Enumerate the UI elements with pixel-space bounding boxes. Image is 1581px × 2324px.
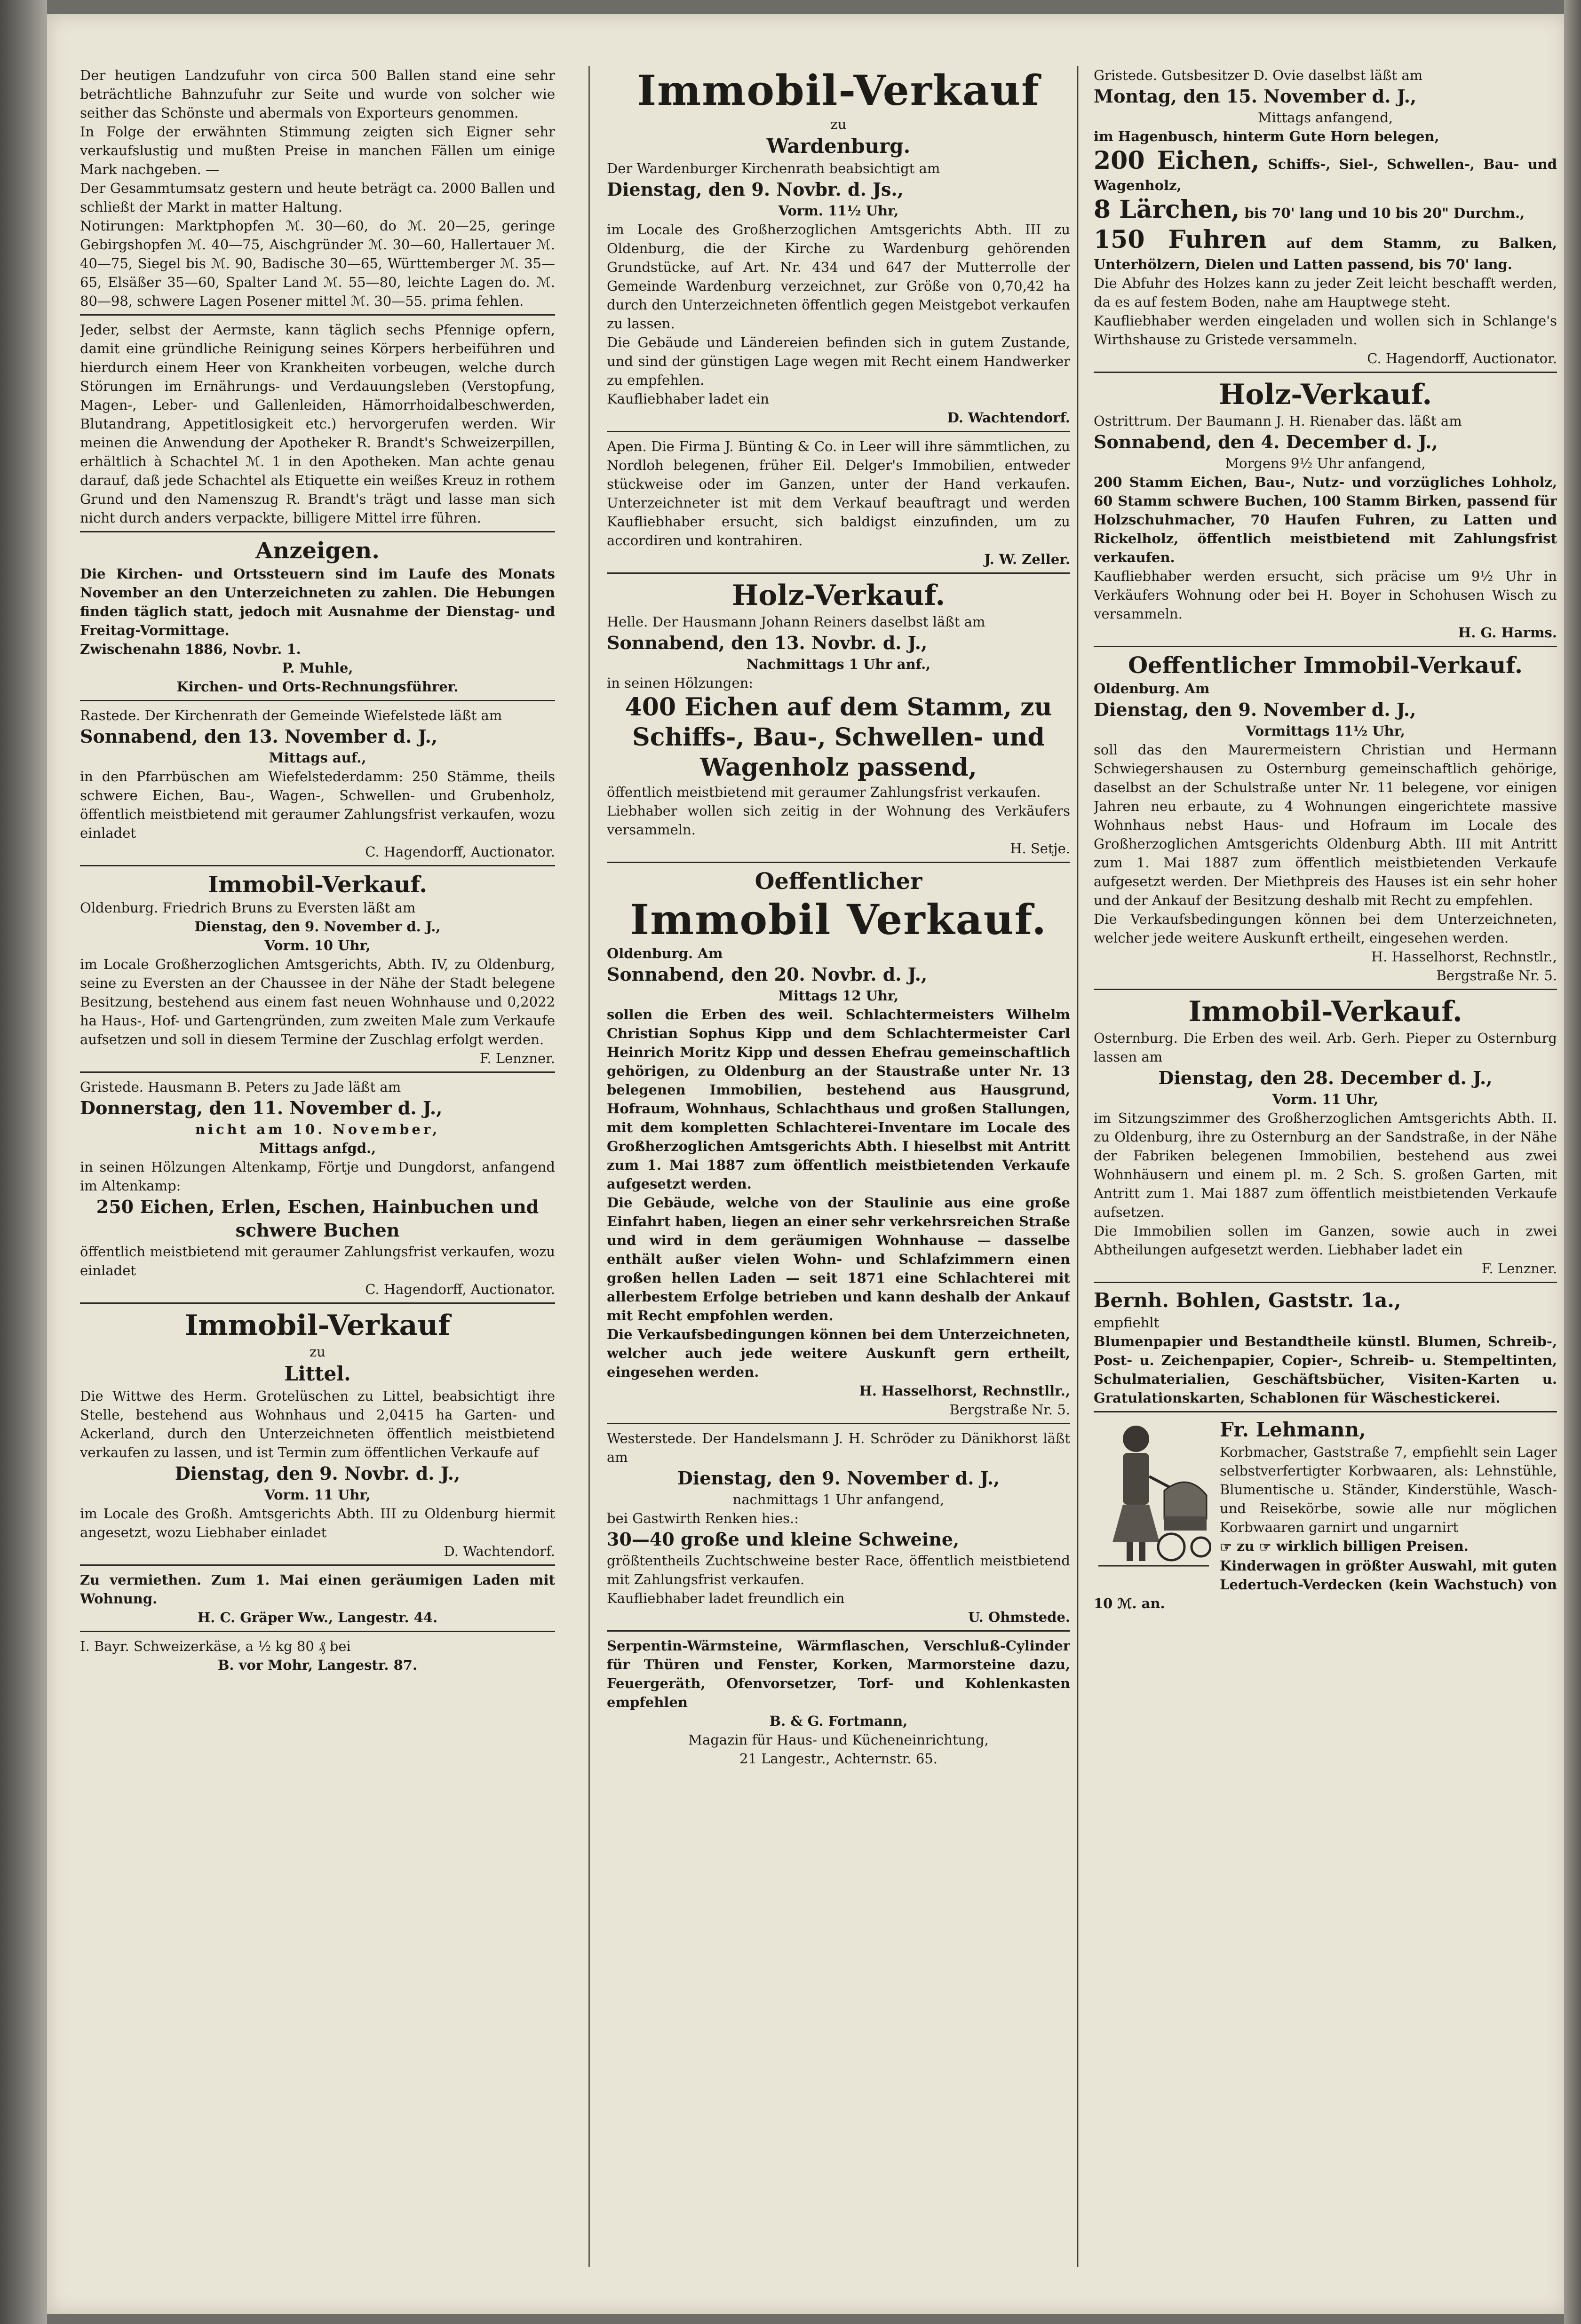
column-rule (588, 66, 590, 2267)
ad-intro: Gristede. Gutsbesitzer D. Ovie daselbst läßt am (1094, 67, 1423, 83)
book-spine (0, 0, 47, 2324)
ad-text: Die Wittwe des Herm. Grotelüschen zu Littel, beabsichtigt ihre Stelle, bestehend aus Wohnhaus und 2,0415 ha Garten- und Ackerland, durch den Unterzeichneten öffentlich meistbietend verkaufen zu lassen, und ist Termin zum öffentlichen Verkaufe auf (80, 1388, 555, 1460)
ad-signature: H. G. Harms. (1458, 625, 1557, 641)
ad-time: Vorm. 11½ Uhr, (778, 203, 899, 219)
child-with-pram-illustration (1094, 1420, 1211, 1575)
ad-signature: Bergstraße Nr. 5. (1436, 968, 1557, 984)
ad-text: Apen. Die Firma J. Bünting & Co. in Leer will ihre sämmtlichen, zu Nordloh belegenen, früher Eil. Delger's Immobilien, entweder stückweise oder im Ganzen, unter der Hand verkaufen. Unterzeichneter ist mit dem Verkauf beauftragt und werden Kaufliebhaber ersucht, sich baldigst einzufinden, um zu accordiren und kontrahiren. (607, 438, 1070, 548)
ad-time: Nachmittags 1 Uhr anf., (746, 656, 931, 672)
ad-signature: Bergstraße Nr. 5. (949, 1402, 1070, 1418)
ad-date: Sonnabend, den 4. December d. J., (1094, 431, 1438, 452)
ad-time: Mittags anfangend, (1257, 110, 1393, 126)
ad-date: Dienstag, den 9. Novbr. d. Js., (607, 179, 904, 200)
ad-signature: H. C. Gräper Ww., Langestr. 44. (197, 1610, 438, 1626)
ad-time: Morgens 9½ Uhr anfangend, (1225, 455, 1426, 471)
ad-text: bei Gastwirth Renken hies.: (607, 1510, 799, 1526)
ad-zu: zu (310, 1344, 326, 1360)
ad-text: Liebhaber wollen sich zeitig in der Wohnung des Verkäufers versammeln. (607, 803, 1070, 838)
ad-text: in den Pfarrbüschen am Wiefelstederdamm: 250 Stämme, theils schwere Eichen, Bau-, Wagen-, Schwellen- und Grubenholz, öffentlich meistbietend mit geraumer Zahlungsfrist verkaufen, wozu einladet (80, 769, 555, 841)
ad-time: Vorm. 10 Uhr, (264, 937, 371, 953)
peters-holz-ad (80, 1078, 555, 1304)
ad-signature: Kirchen- und Orts-Rechnungsführer. (176, 679, 459, 695)
ad-text: bis 70' lang und 10 bis 20" Durchm., (1244, 205, 1525, 221)
ad-text: Die Verkaufsbedingungen können bei dem Unterzeichneten, welcher jede weitere Auskunft ertheilt, eingesehen werden. (1094, 911, 1557, 946)
ad-text: Die Gebäude und Ländereien befinden sich in gutem Zustande, und sind der günstigen Lage wegen mit Recht einem Handwerker zu empfehlen. (607, 334, 1070, 388)
ad-date: Sonnabend, den 13. November d. J., (80, 726, 438, 747)
ad-place-date: Zwischenahn 1886, Novbr. 1. (80, 641, 301, 657)
rastede-ad (80, 706, 555, 866)
ad-signature: C. Hagendorff, Auctionator. (365, 1281, 555, 1297)
ad-highlight: 200 Eichen, (1094, 146, 1260, 175)
ad-signature: D. Wachtendorf. (947, 410, 1070, 426)
ad-highlight: 30—40 große und kleine Schweine, (607, 1529, 960, 1550)
paragraph: Notirungen: Marktphopfen ℳ. 30—60, do ℳ. 20—25, geringe Gebirgshopfen ℳ. 40—75, Aischgründer ℳ. 30—60, Hallertauer ℳ. 40—75, Siegel bis ℳ. 90, Badische 30—65, Württemberger ℳ. 35—65, Elsäßer 35—60, Spalter Land ℳ. 55—80, leichte Lagen do. ℳ. 80—98, schwere Lagen Posener mittel ℳ. 30—55. prima fehlen. (80, 218, 555, 309)
ad-place: Wardenburg. (766, 135, 911, 158)
ad-date: Montag, den 15. November d. J., (1094, 86, 1417, 107)
ad-time: Vorm. 11 Uhr, (264, 1487, 371, 1503)
ad-text: auf dem Stamm, zu Balken, Unterhölzern, Dielen und Latten passend, bis 70' lang. (1094, 235, 1557, 272)
apen-ad (607, 437, 1070, 574)
ad-text: Zu vermiethen. Zum 1. Mai einen geräumigen Laden mit Wohnung. (80, 1572, 555, 1607)
ad-title: Immobil-Verkauf (637, 66, 1040, 115)
ad-date: Dienstag, den 28. December d. J., (1158, 1067, 1493, 1088)
ad-intro: Rastede. Der Kirchenrath der Gemeinde Wiefelstede läßt am (80, 707, 502, 723)
helle-holz-ad (607, 579, 1070, 863)
kipp-immobil-ad (607, 868, 1070, 1424)
ad-signature: F. Lenzner. (1481, 1261, 1557, 1277)
ad-text: Kaufliebhaber ladet ein (607, 391, 770, 407)
ad-text: im Sitzungszimmer des Großherzoglichen Amtsgerichts Abth. II. zu Oldenburg, ihre zu Osternburg an der Sandstraße, in der Nähe der Fabriken belegenen Immobilien, bestehend aus zwei Wohnhäusern und einem pl. m. 2 Sch. S. großen Garten, mit Antritt zum 1. Mai 1887 zum öffentlich meistbietenden Verkaufe aufsetzen. (1094, 1110, 1557, 1220)
ad-text: empfiehlt (1094, 1315, 1160, 1331)
ad-title: Fr. Lehmann, (1220, 1418, 1366, 1441)
ad-text: öffentlich meistbietend mit geraumer Zahlungsfrist verkaufen. (607, 784, 1041, 800)
ad-signature: B. & G. Fortmann, (769, 1713, 908, 1729)
ad-intro: Westerstede. Der Handelsmann J. H. Schröder zu Dänikhorst läßt am (607, 1430, 1070, 1465)
ad-time: Mittags auf., (269, 750, 366, 766)
ad-intro: Oldenburg. Am (1094, 681, 1210, 697)
ad-title: Holz-Verkauf. (1218, 378, 1432, 411)
schwiegershausen-immobil-ad (1094, 652, 1557, 990)
ad-intro: Der Wardenburger Kirchenrath beabsichtigt am (607, 160, 940, 176)
ad-text: größtentheils Zuchtschweine bester Race, öffentlich meistbietend mit Zahlungsfrist verkaufen. (607, 1553, 1070, 1587)
ad-intro: Gristede. Hausmann B. Peters zu Jade läßt am (80, 1079, 401, 1095)
ad-time: Mittags anfgd., (259, 1140, 376, 1156)
ad-date: Dienstag, den 9. November d. J., (1094, 699, 1416, 720)
ad-intro: Ostrittrum. Der Baumann J. H. Rienaber das. läßt am (1094, 413, 1462, 429)
ad-text: in seinen Hölzungen: (607, 675, 754, 691)
ad-highlight: 400 Eichen auf dem Stamm, zu Schiffs-, Bau-, Schwellen- und Wagenholz passend, (625, 693, 1052, 782)
ad-date: Sonnabend, den 20. Novbr. d. J., (607, 964, 928, 985)
ad-title: Oeffentlicher (755, 868, 922, 895)
anzeigen-section (80, 537, 555, 701)
ad-text: in seinen Hölzungen Altenkamp, Förtje und Dungdorst, anfangend im Altenkamp: (80, 1159, 555, 1194)
ad-signature: U. Ohmstede. (968, 1609, 1070, 1625)
ad-signature: C. Hagendorff, Auctionator. (365, 844, 555, 860)
column-2 (607, 66, 1070, 2286)
ad-text: im Locale des Großh. Amtsgerichts Abth. III zu Oldenburg hiermit angesetzt, wozu Liebhaber einladet (80, 1506, 555, 1540)
ad-text: Kaufliebhaber werden eingeladen und wollen sich in Schlange's Wirthshause zu Gristede versammeln. (1094, 313, 1557, 348)
ad-date: Donnerstag, den 11. November d. J., (80, 1097, 443, 1118)
wardenburg-immobil-ad (607, 66, 1070, 432)
brandt-pills-ad (80, 320, 555, 532)
ad-date: Dienstag, den 9. Novbr. d. J., (175, 1463, 461, 1484)
ad-signature: H. Setje. (1010, 841, 1070, 857)
pointing-hand-icon: ☞ (1220, 1539, 1232, 1555)
ad-text: wirklich billigen Preisen. (1276, 1538, 1469, 1554)
ad-title: Holz-Verkauf. (731, 579, 945, 612)
ad-title: Oeffentlicher Immobil-Verkauf. (1128, 652, 1523, 679)
column-rule (1077, 66, 1079, 2267)
osternburg-immobil-ad (1094, 995, 1557, 1283)
ad-signature: C. Hagendorff, Auctionator. (1367, 350, 1557, 366)
ad-intro: Helle. Der Hausmann Johann Reiners daselbst läßt am (607, 614, 985, 630)
ostrittrum-holz-ad (1094, 378, 1557, 647)
paragraph: In Folge der erwähnten Stimmung zeigten sich Eigner sehr verkaufslustig und mußten Preise in manchen Fällen um einige Mark nachgeben. — (80, 124, 555, 177)
paragraph: Der Gesammtumsatz gestern und heute beträgt ca. 2000 Ballen und schließt der Markt in matter Haltung. (80, 180, 555, 215)
ad-time: Mittags 12 Uhr, (778, 988, 899, 1004)
column-3 (1094, 66, 1557, 2286)
ad-text: 200 Stamm Eichen, Bau-, Nutz- und vorzügliches Lohholz, 60 Stamm schwere Buchen, 100 Stamm Birken, passend für Holzschuhmacher, 70 Haufen Fuhren, zu Latten und Rickelholz, öffentlich meistbietend mit Zahlungsfrist verkaufen. (1094, 474, 1557, 565)
ad-signature: D. Wachtendorf. (444, 1543, 555, 1559)
ad-intro: Oldenburg. Am (607, 945, 723, 961)
ad-title: Immobil-Verkauf (185, 1309, 450, 1342)
pointing-hand-icon: ☞ (1259, 1539, 1271, 1555)
section-title: Anzeigen. (255, 538, 380, 564)
ad-text: Die Immobilien sollen im Ganzen, sowie auch in zwei Abtheilungen aufgesetzt werden. Liebhaber ladet ein (1094, 1223, 1557, 1258)
ad-text: soll das den Maurermeistern Christian und Hermann Schwiegershausen zu Osternburg gemeinschaftlich gehörige, daselbst an der Schulstraße unter Nr. 11 belegene, vor einigen Jahren neu erbaute, zu 4 Wohnungen eingerichtete massive Wohnhaus nebst Haus- und Hofraum im Locale des Großherzoglichen Amtsgerichts Oldenburg Abth. III mit Antritt zum 1. Mai 1887 zum öffentlich meistbietenden Verkaufe aufgesetzt werden. Der Miethpreis des Hauses ist ein sehr hoher und der Ankauf der Besitzung deshalb mit Recht zu empfehlen. (1094, 742, 1557, 908)
column-1 (80, 66, 555, 2286)
ad-text: Blumenpapier und Bestandtheile künstl. Blumen, Schreib-, Post- u. Zeichenpapier, Copier-, Schreib- u. Stempeltinten, Schulmaterialien, Geschäftsbücher, Visiten-Karten u. Gratulationskarten, Schablonen für Wäschestickerei. (1094, 1333, 1557, 1406)
ad-time: Vorm. 11 Uhr, (1272, 1091, 1379, 1107)
ad-text: Kinderwagen in größter Auswahl, mit guten Ledertuch-Verdecken (kein Wachstuch) von 10 ℳ. an. (1094, 1558, 1557, 1611)
ad-title: Immobil Verkauf. (630, 895, 1047, 944)
ad-text: Kaufliebhaber ladet freundlich ein (607, 1590, 845, 1606)
ad-date: Dienstag, den 9. November d. J., (677, 1467, 1000, 1489)
ad-date: Sonnabend, den 13. Novbr. d. J., (607, 632, 928, 653)
bohlen-ad (1094, 1288, 1557, 1412)
paragraph: Der heutigen Landzufuhr von circa 500 Ballen stand eine sehr beträchtliche Bahnzufuhr zur Seite und wurde von solcher wie seither das Schönste und abermals von Exporteurs genommen. (80, 67, 555, 121)
ad-signature: F. Lenzner. (479, 1050, 555, 1066)
ad-note: nicht am 10. November, (195, 1121, 440, 1137)
ad-zu: zu (830, 116, 847, 132)
ad-text: Serpentin-Wärmsteine, Wärmflaschen, Verschluß-Cylinder für Thüren und Fenster, Korken, Marmorsteine dazu, Feuergeräth, Ofenvorsetzer, Torf- und Kohlenkasten empfehlen (607, 1638, 1070, 1710)
ad-intro: Oldenburg. Friedrich Bruns zu Eversten läßt am (80, 900, 416, 916)
ad-time: Vormittags 11½ Uhr, (1246, 723, 1405, 739)
ad-place: Littel. (284, 1362, 351, 1385)
ad-text: im Locale des Großherzoglichen Amtsgerichts Abth. III zu Oldenburg, die der Kirche zu Wardenburg gehörenden Grundstücke, auf Art. Nr. 434 und 647 der Mutterrolle der Gemeinde Wardenburg verzeichnet, zur Größe von 0,70,42 ha durch den Unterzeichneten öffentlich gegen Meistgebot verkaufen zu lassen. (607, 222, 1070, 332)
ad-text: I. Bayr. Schweizerkäse, a ½ kg 80 ₰ bei (80, 1638, 351, 1654)
ad-text: im Locale Großherzoglichen Amtsgerichts, Abth. IV, zu Oldenburg, seine zu Eversten an der Chaussee in der Nähe der Stadt belegene Besitzung, bestehend aus einem fast neuen Wohnhause und 0,2022 ha Haus-, Hof- und Gartengründen, zum zweiten Male zum Verkaufe aufsetzen und soll in diesem Termine der Zuschlag erfolgt werden. (80, 956, 555, 1047)
ad-text: Kaufliebhaber werden ersucht, sich präcise um 9½ Uhr in Verkäufers Wohnung oder bei H. Boyer in Schohusen Wisch zu versammeln. (1094, 568, 1557, 622)
ad-text: Korbmacher, Gaststraße 7, empfiehlt sein Lager selbstverfertigter Korbwaaren, als: Lehnstühle, Blumentische u. Ständer, Kinderstühle, Wasch- und Reisekörbe, sowie alle nur möglichen Korbwaaren garnirt und ungarnirt (1220, 1444, 1557, 1535)
ad-text: sollen die Erben des weil. Schlachtermeisters Wilhelm Christian Sophus Kipp und dem Schlachtermeister Carl Heinrich Moritz Kipp und dessen Ehefrau gemeinschaftlich gehörigen, zu Oldenburg an der Staustraße unter Nr. 13 belegenen Immobilien, bestehend aus Hausgrund, Hofraum, Wohnhaus, Schlachthaus und großen Stallungen, mit dem kompletten Schlachterei-Inventare im Locale des Großherzoglichen Amtsgerichts Abth. I hieselbst mit Antritt zum 1. Mai 1887 zum öffentlich meistbietenden Verkaufe aufgesetzt werden. (607, 1007, 1070, 1192)
ad-signature: P. Muhle, (282, 660, 353, 676)
littel-immobil-ad (80, 1309, 555, 1566)
lehmann-ad (1094, 1417, 1557, 1617)
vermiethen-ad (80, 1570, 555, 1632)
ovie-holz-ad (1094, 66, 1557, 373)
page-edge (1564, 0, 1581, 2324)
ad-text: Die Verkaufsbedingungen können bei dem Unterzeichneten, welcher auch jede weitere Auskunft gern ertheilt, eingesehen werden. (607, 1326, 1070, 1380)
ad-signature: B. vor Mohr, Langestr. 87. (217, 1657, 418, 1673)
ad-title: Bernh. Bohlen, Gaststr. 1a., (1094, 1289, 1401, 1312)
ad-text: im Hagenbusch, hinterm Gute Horn belegen, (1094, 128, 1439, 144)
ad-highlight: 150 Fuhren (1094, 225, 1267, 254)
ad-text: öffentlich meistbietend mit geraumer Zahlungsfrist verkaufen, wozu einladet (80, 1244, 555, 1278)
ad-signature: J. W. Zeller. (984, 551, 1070, 567)
ad-title: Immobil-Verkauf. (207, 872, 428, 898)
ad-address: 21 Langestr., Achternstr. 65. (739, 1751, 937, 1767)
ad-time: nachmittags 1 Uhr anfangend, (732, 1491, 945, 1507)
ad-text: Jeder, selbst der Aermste, kann täglich sechs Pfennige opfern, damit eine gründliche Reinigung seines Körpers herbeiführen und hierdurch einem Heer von Krankheiten vorbeugen, welche durch Störungen im Ernährungs- und Verdauungsleben (Verstopfung, Magen-, Leber- und Gallenleiden, Hämorrhoidalbeschwerden, Blutandrang, Appetitlosigkeit etc.) hervorgerufen werden. Wir meinen die Anwendung der Apotheker R. Brandt's Schweizerpillen, erhältlich à Schachtel ℳ. 1 in den Apotheken. Man achte genau darauf, daß jede Schachtel als Etiquette ein weißes Kreuz in rothem Grund und den Namenszug R. Brandt's trägt und lasse man sich nicht durch anders verpackte, billigere Mittel irre führen. (80, 322, 555, 526)
ad-text: zu (1237, 1538, 1255, 1554)
fortmann-ad (607, 1636, 1070, 1772)
ad-signature: H. Hasselhorst, Rechnstlr., (1371, 949, 1557, 965)
ad-text: Schiffs-, Siel-, Schwellen-, Bau- und Wagenholz, (1094, 156, 1557, 193)
ad-date: Dienstag, den 9. November d. J., (194, 919, 441, 935)
ad-title: Immobil-Verkauf. (1188, 995, 1462, 1028)
ad-intro: Osternburg. Die Erben des weil. Arb. Gerh. Pieper zu Osternburg lassen am (1094, 1030, 1557, 1065)
ad-text: Die Gebäude, welche von der Staulinie aus eine große Einfahrt haben, liegen an einer sehr verkehrsreichen Straße und wird in dem geräumigen Wohnhause — dasselbe enthält außer vielen Wohn- und Schlafzimmern einen großen hellen Laden — seit 1871 eine Schlachterei mit allerbestem Erfolge betrieben und kann deshalb der Ankauf mit Recht empfohlen werden. (607, 1195, 1070, 1324)
hop-market-report (80, 66, 555, 316)
westerstede-ad (607, 1429, 1070, 1632)
ad-subtitle: Magazin für Haus- und Kücheneinrichtung, (688, 1732, 989, 1748)
ad-signature: H. Hasselhorst, Rechnstllr., (859, 1383, 1070, 1399)
bruns-immobil-ad (80, 871, 555, 1073)
kaese-ad (80, 1637, 555, 1678)
ad-highlight: 8 Lärchen, (1094, 195, 1240, 224)
ad-text: Die Abfuhr des Holzes kann zu jeder Zeit leicht beschafft werden, da es auf festem Boden, nahe am Hauptwege steht. (1094, 275, 1557, 310)
ad-text: Die Kirchen- und Ortssteuern sind im Laufe des Monats November an den Unterzeichneten zu zahlen. Die Hebungen finden täglich statt, jedoch mit Ausnahme der Dienstag- und Freitag-Vormittage. (80, 566, 555, 638)
ad-highlight: 250 Eichen, Erlen, Eschen, Hainbuchen und schwere Buchen (96, 1196, 539, 1241)
